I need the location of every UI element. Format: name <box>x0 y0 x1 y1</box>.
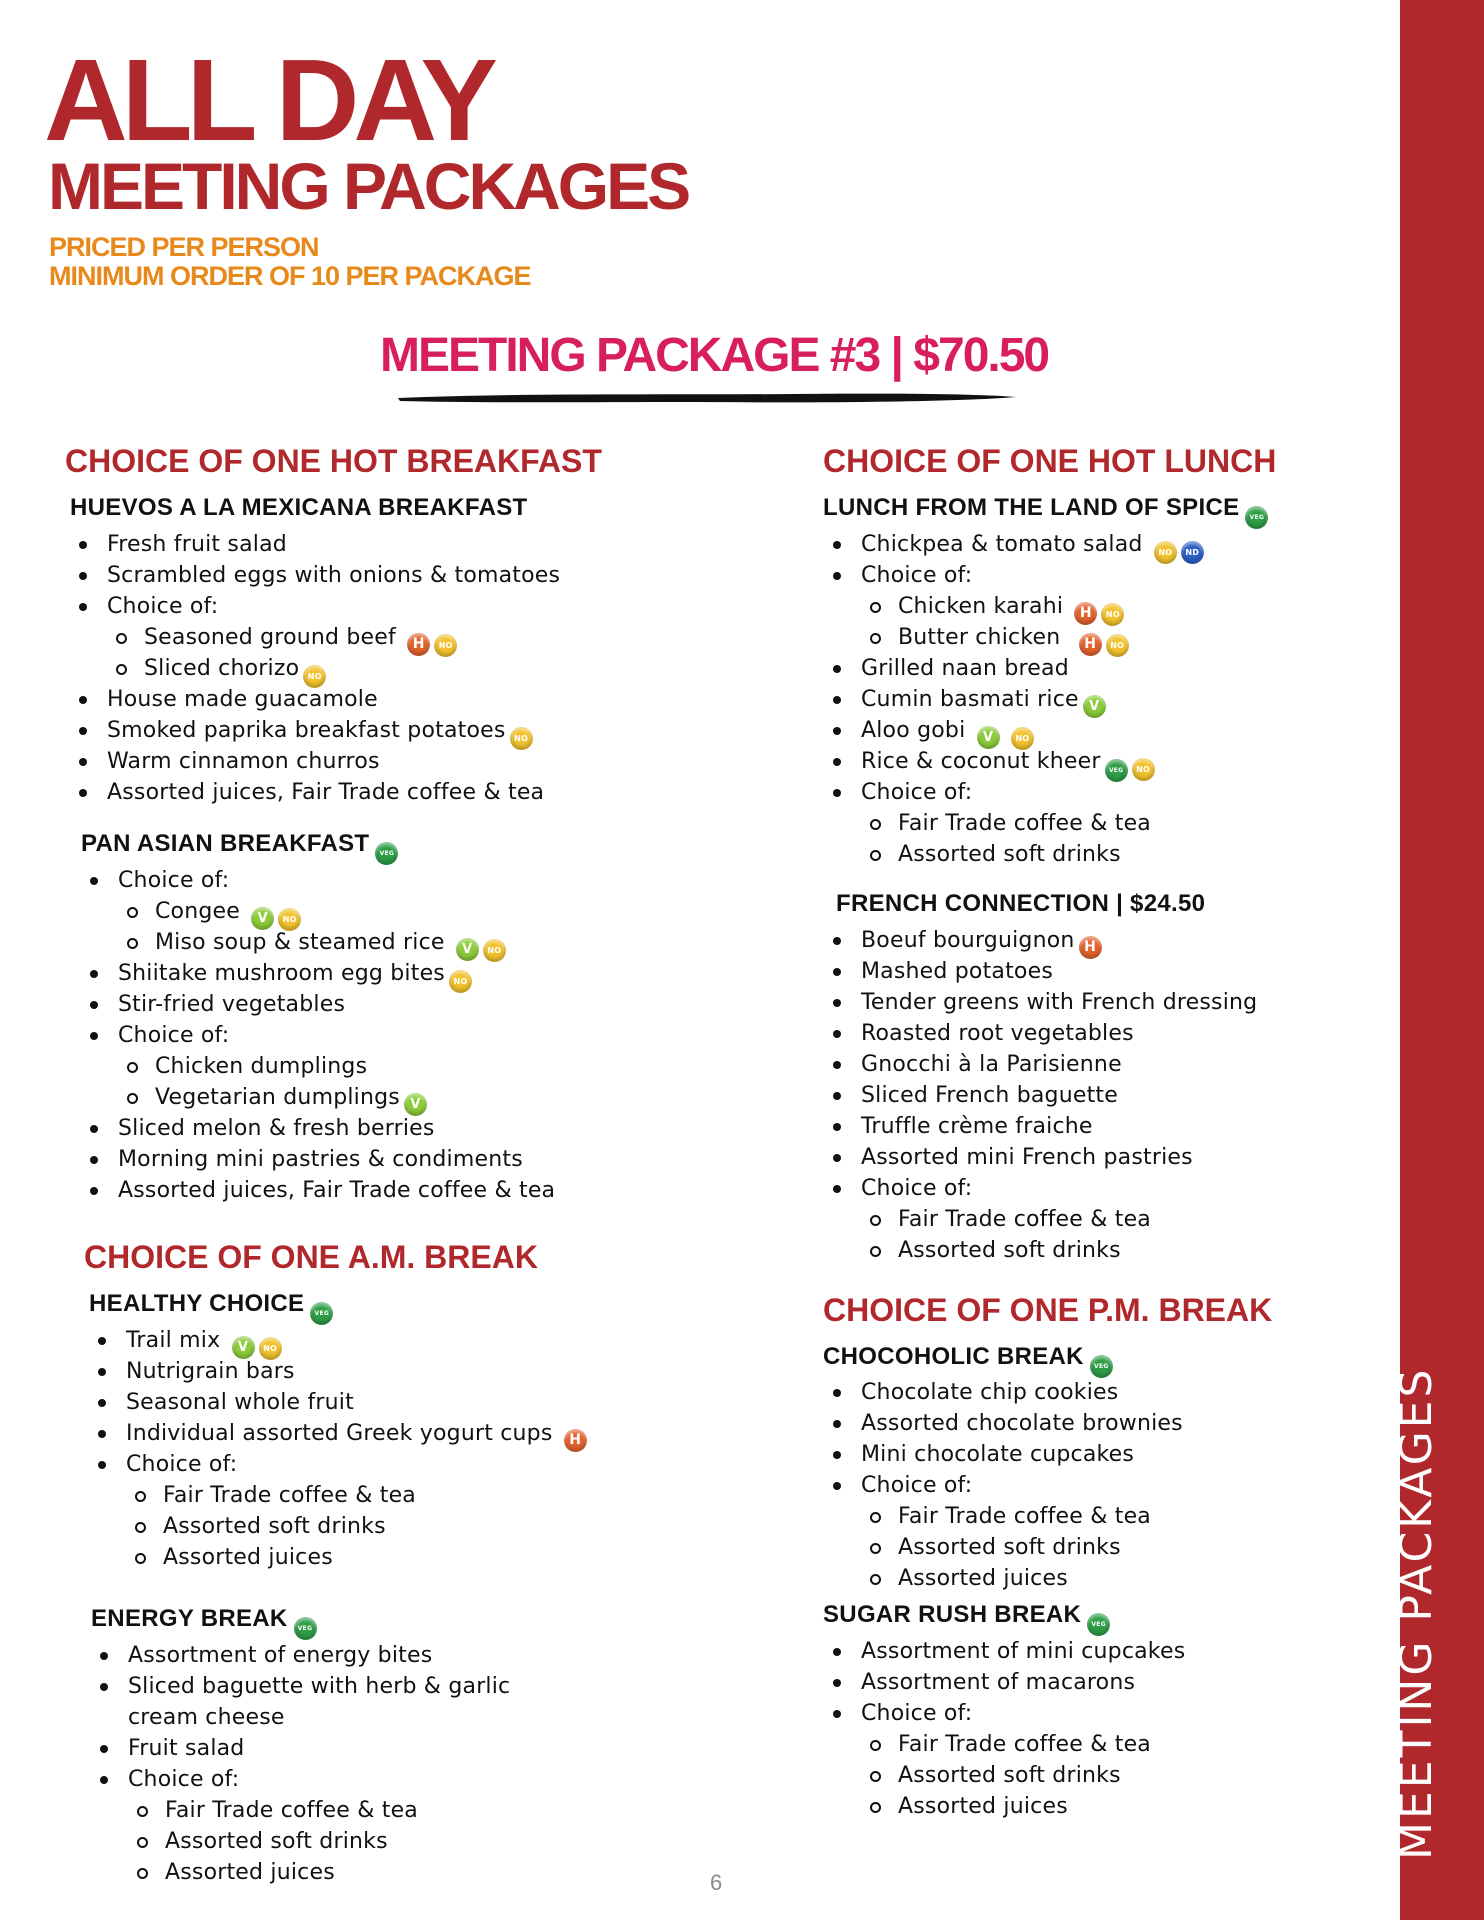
list-item: Chicken dumplings <box>81 1051 555 1082</box>
list-item: Assorted soft drinks <box>89 1511 587 1542</box>
list-item: Seasonal whole fruit <box>89 1387 587 1418</box>
list-item: Mini chocolate cupcakes <box>824 1439 1183 1470</box>
list-item: Fair Trade coffee & tea <box>824 1729 1185 1760</box>
list-item: Butter chicken H NO <box>824 622 1204 653</box>
page-title: ALL DAY <box>44 35 492 165</box>
french-connection-title: FRENCH CONNECTION | $24.50 <box>836 890 1206 917</box>
list-item: Nutrigrain bars <box>89 1356 587 1387</box>
list-item: Choice of: <box>824 1698 1185 1729</box>
nut-free-icon: NO <box>483 939 506 962</box>
list-item: Warm cinnamon churros <box>70 746 560 777</box>
list-item: Aloo gobi V NO <box>824 715 1204 746</box>
chocoholic-break-list <box>824 1377 1183 1594</box>
vegetarian-icon: V <box>232 1336 255 1359</box>
list-item: Sliced baguette with herb & garlic <box>91 1671 510 1702</box>
list-item: Cumin basmati rice V <box>824 684 1204 715</box>
list-item: Individual assorted Greek yogurt cups H <box>89 1418 587 1449</box>
list-item: Assorted soft drinks <box>824 839 1204 870</box>
vegetarian-icon: V <box>251 907 274 930</box>
list-item: Choice of: <box>824 1173 1257 1204</box>
list-item: Fair Trade coffee & tea <box>824 1501 1183 1532</box>
nut-free-icon: NO <box>303 665 326 688</box>
list-item: Trail mix V NO <box>89 1325 587 1356</box>
list-item: Truffle crème fraiche <box>824 1111 1257 1142</box>
list-item: Congee V NO <box>81 896 555 927</box>
vegan-icon: VEG <box>294 1617 317 1640</box>
list-item: Chocolate chip cookies <box>824 1377 1183 1408</box>
package-title: MEETING PACKAGE #3 | $70.50 <box>380 329 1049 382</box>
nut-free-icon: NO <box>1106 634 1129 657</box>
no-dairy-icon: ND <box>1181 541 1204 564</box>
list-item: Roasted root vegetables <box>824 1018 1257 1049</box>
list-item: Stir-fried vegetables <box>81 989 555 1020</box>
list-item: Miso soup & steamed rice V NO <box>81 927 555 958</box>
nut-free-icon: NO <box>1011 727 1034 750</box>
list-item: Sliced melon & fresh berries <box>81 1113 555 1144</box>
list-item: Choice of: <box>824 1470 1183 1501</box>
list-item: Chicken karahi H NO <box>824 591 1204 622</box>
list-item: Fresh fruit salad <box>70 529 560 560</box>
pricing-note: PRICED PER PERSON <box>49 232 319 262</box>
am-break-section-title: CHOICE OF ONE A.M. BREAK <box>84 1239 538 1275</box>
list-item: cream cheese <box>128 1705 285 1730</box>
list-item: Choice of: <box>81 1020 555 1051</box>
healthy-choice-title: HEALTHY CHOICE VEG <box>89 1289 333 1325</box>
land-of-spice-title: LUNCH FROM THE LAND OF SPICE VEG <box>823 493 1268 529</box>
vegan-icon: VEG <box>1105 759 1128 782</box>
minimum-order-note: MINIMUM ORDER OF 10 PER PACKAGE <box>49 261 531 291</box>
vegan-icon: VEG <box>375 842 398 865</box>
list-item: Choice of: <box>81 865 555 896</box>
nut-free-icon: NO <box>259 1337 282 1360</box>
list-item: Assorted mini French pastries <box>824 1142 1257 1173</box>
page-number: 6 <box>710 1870 723 1895</box>
sidebar-label: MEETING PACKAGES <box>1391 1366 1442 1860</box>
list-item: Assortment of mini cupcakes <box>824 1636 1185 1667</box>
chocoholic-break-title: CHOCOHOLIC BREAK VEG <box>823 1342 1113 1378</box>
nut-free-icon: NO <box>1154 541 1177 564</box>
nut-free-icon: NO <box>278 908 301 931</box>
huevos-breakfast-list <box>70 529 560 808</box>
list-item: Fruit salad <box>91 1733 510 1764</box>
huevos-breakfast-title: HUEVOS A LA MEXICANA BREAKFAST <box>70 494 528 521</box>
list-item: Vegetarian dumplings V <box>81 1082 555 1113</box>
list-item: Mashed potatoes <box>824 956 1257 987</box>
nut-free-icon: NO <box>1101 603 1124 626</box>
list-item: Assorted chocolate brownies <box>824 1408 1183 1439</box>
nut-free-icon: NO <box>1132 758 1155 781</box>
pan-asian-breakfast-title: PAN ASIAN BREAKFAST VEG <box>81 829 398 865</box>
list-item: Shiitake mushroom egg bites NO <box>81 958 555 989</box>
vegetarian-icon: V <box>456 938 479 961</box>
list-item: Fair Trade coffee & tea <box>91 1795 510 1826</box>
vegan-icon: VEG <box>1087 1613 1110 1636</box>
list-item: Assortment of energy bites <box>91 1640 510 1671</box>
energy-break-list <box>91 1640 510 1888</box>
brush-underline <box>396 390 1018 406</box>
list-item: Morning mini pastries & condiments <box>81 1144 555 1175</box>
vegan-icon: VEG <box>1245 506 1268 529</box>
list-item: Choice of: <box>91 1764 510 1795</box>
french-connection-list <box>824 925 1257 1266</box>
list-item: Seasoned ground beef H NO <box>70 622 560 653</box>
vegan-icon: VEG <box>310 1302 333 1325</box>
list-item: Choice of: <box>824 560 1204 591</box>
halal-icon: H <box>1079 936 1102 959</box>
list-item: Scrambled eggs with onions & tomatoes <box>70 560 560 591</box>
lunch-section-title: CHOICE OF ONE HOT LUNCH <box>823 443 1277 479</box>
sugar-rush-break-title: SUGAR RUSH BREAK VEG <box>823 1600 1110 1636</box>
list-item: Choice of: <box>70 591 560 622</box>
list-item: Assorted juices <box>89 1542 587 1573</box>
list-item: Assorted juices <box>824 1791 1185 1822</box>
list-item: Assorted soft drinks <box>91 1826 510 1857</box>
list-item: Grilled naan bread <box>824 653 1204 684</box>
list-item: Assortment of macarons <box>824 1667 1185 1698</box>
list-item: Boeuf bourguignon H <box>824 925 1257 956</box>
sugar-rush-break-list <box>824 1636 1185 1822</box>
healthy-choice-list <box>89 1325 587 1573</box>
list-item: Assorted juices, Fair Trade coffee & tea <box>81 1175 555 1206</box>
list-item: Gnocchi à la Parisienne <box>824 1049 1257 1080</box>
list-item: Choice of: <box>824 777 1204 808</box>
nut-free-icon: NO <box>449 970 472 993</box>
list-item: Sliced chorizo NO <box>70 653 560 684</box>
vegetarian-icon: V <box>1083 695 1106 718</box>
nut-free-icon: NO <box>510 727 533 750</box>
sidebar-band <box>1391 0 1484 1920</box>
vegetarian-icon: V <box>404 1093 427 1116</box>
list-item: Fair Trade coffee & tea <box>824 808 1204 839</box>
halal-icon: H <box>564 1429 587 1452</box>
list-item: Chickpea & tomato salad NO ND <box>824 529 1204 560</box>
list-item: Smoked paprika breakfast potatoes NO <box>70 715 560 746</box>
list-item: Assorted soft drinks <box>824 1760 1185 1791</box>
halal-icon: H <box>1079 633 1102 656</box>
list-item: Fair Trade coffee & tea <box>89 1480 587 1511</box>
list-item: Assorted soft drinks <box>824 1532 1183 1563</box>
halal-icon: H <box>407 633 430 656</box>
breakfast-section-title: CHOICE OF ONE HOT BREAKFAST <box>65 443 602 479</box>
energy-break-title: ENERGY BREAK VEG <box>91 1604 317 1640</box>
vegan-icon: VEG <box>1090 1355 1113 1378</box>
list-item: Assorted soft drinks <box>824 1235 1257 1266</box>
nut-free-icon: NO <box>434 634 457 657</box>
list-item: House made guacamole <box>70 684 560 715</box>
halal-icon: H <box>1074 602 1097 625</box>
vegetarian-icon: V <box>977 726 1000 749</box>
land-of-spice-list <box>824 529 1204 870</box>
list-item: Assorted juices, Fair Trade coffee & tea <box>70 777 560 808</box>
pm-break-section-title: CHOICE OF ONE P.M. BREAK <box>823 1292 1273 1328</box>
list-item: Rice & coconut kheer VEG NO <box>824 746 1204 777</box>
page-subtitle: MEETING PACKAGES <box>48 149 689 223</box>
list-item: Tender greens with French dressing <box>824 987 1257 1018</box>
list-item: Fair Trade coffee & tea <box>824 1204 1257 1235</box>
list-item: Sliced French baguette <box>824 1080 1257 1111</box>
list-item: Choice of: <box>89 1449 587 1480</box>
pan-asian-breakfast-list <box>81 865 555 1206</box>
list-item: Assorted juices <box>824 1563 1183 1594</box>
list-item: Assorted juices <box>91 1857 510 1888</box>
